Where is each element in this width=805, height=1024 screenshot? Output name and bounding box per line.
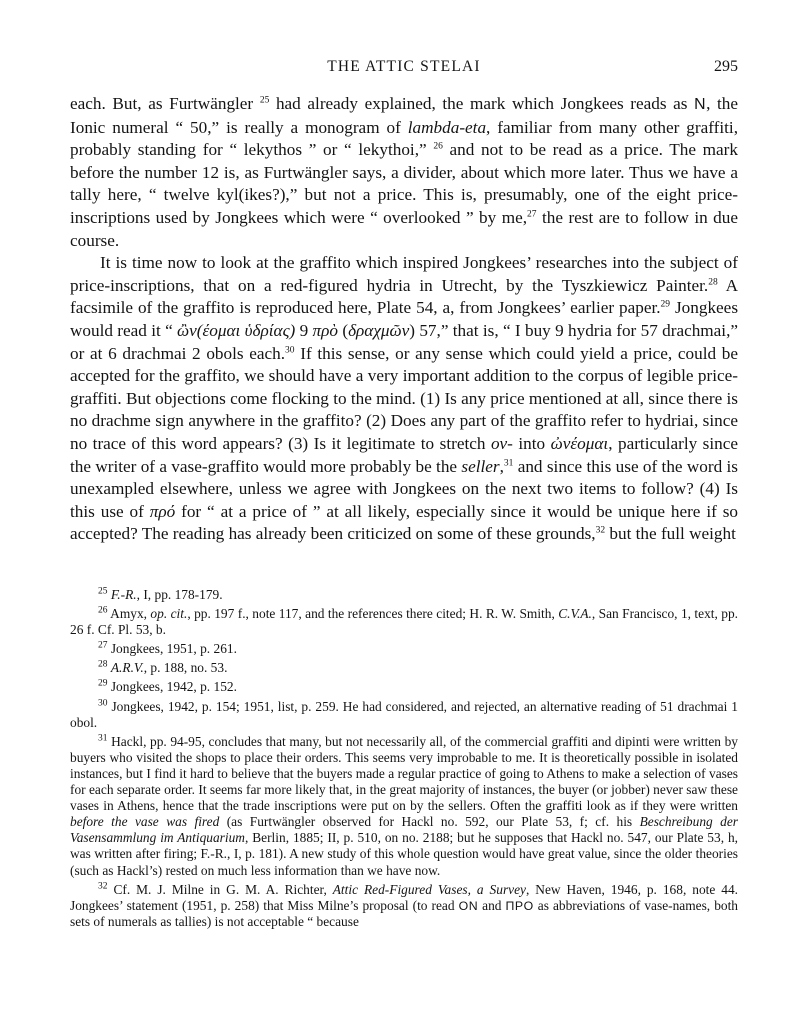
graffito-letters: ΠPO [505,898,534,913]
italic-text: op. cit. [150,606,188,622]
italic-text: before the vase was fired [70,814,220,830]
italic-text: Attic Red-Figured Vases, a Survey [332,881,526,897]
text-run: each. But, as Furtwängler [70,94,260,113]
text-run: for “ at a price of ” at all likely, especially since it would be unique here if so accepted? The reading has already been criticized on some of these grounds, [70,501,739,544]
text-run: , pp. 197 f., note 117, and the references there cited; H. R. W. Smith, [187,606,559,622]
text-run: but the full weight [605,524,736,544]
italic-text: Beschreibung der Vasensammlung im Antiquarium [70,814,739,846]
italic-text: ὢν(έομαι ὑδρίας) [177,320,296,340]
footnote-ref: 26 [98,605,108,616]
footnote [70,660,738,676]
text-run: Jongkees, 1951, p. 261. [107,641,237,657]
text-run: into [512,433,551,453]
text-run: , familiar from many other graffiti, probably standing for “ lekythos ” or “ lekythoi,” [70,117,739,160]
graffito-letters: N [694,96,707,113]
text-run: , p. 188, no. 53. [143,660,228,676]
text-run: Jongkees would read it “ [70,298,739,340]
footnote [70,606,738,638]
footnote [70,699,738,731]
footnote-ref: 27 [527,209,537,220]
footnote-ref: 30 [98,698,108,709]
footnote-ref: 31 [503,457,514,468]
text-run: as abbreviations of vase-names, both sets of numerals as tallies) is not acceptable “ because [70,897,739,929]
text-run: , particularly since the writer of a vase-graffito would more probably be the [70,433,738,476]
text-run: If this sense, or any sense which could yield a price, could be accepted for the graffito, we should have a very important addition to the corpus of legible price-graffiti. But objections come flocking to the mind. (1) Is any price mentioned at all, since there is no drachme sign anywhere in the graffito? (2) Does any part of the graffito refer to hydriai, since no trace of this word appears? (3) Is it legitimate to stretch [70,343,738,453]
footnote-ref: 26 [433,141,443,152]
text-run: and not to be read as a price. The mark before the number 12 is, as Furtwängler says, a divider, about which more later. Thus we have a tally here, “ twelve kyl(ikes?),” but not a price. This is, presumably, one of the eight price-inscriptions used by Jongkees which were “ overlooked ” by me, [70,140,738,227]
italic-text: A.R.V. [110,660,144,676]
text-run: Jongkees, 1942, p. 152. [107,679,237,695]
text-run: , New Haven, 1946, p. 168, note 44. Jongkees’ statement (1951, p. 258) that Miss Milne’s proposal (to read [70,881,738,913]
italic-text: δραχμῶν [348,320,410,340]
footnote-ref: 31 [98,733,108,744]
footnotes [70,587,738,933]
text-run: , [499,456,504,476]
footnote-ref: 32 [98,881,108,892]
footnote-ref: 27 [98,640,108,651]
text-run: ( [338,320,349,340]
italic-text: C.V.A. [558,606,592,622]
text-run: the rest are to follow in due course. [70,207,738,250]
text-run: ) 57,” that is, “ I buy 9 hydria for 57 drachmai,” or at 6 drachmai 2 obols each. [70,320,738,363]
text-run: Amyx, [107,606,151,622]
main-text [70,93,738,546]
footnote-ref: 25 [98,586,108,597]
text-run: (as Furtwängler observed for Hackl no. 592, our Plate 53, f; cf. his [219,814,640,830]
footnote-ref: 30 [285,344,295,355]
italic-text: ον- [490,433,513,453]
text-run: and since this use of the word is unexampled elsewhere, unless we agree with Jongkees on the next two items to follow? (4) Is this use of [70,456,738,521]
running-title: THE ATTIC STELAI [327,58,481,75]
italic-text: seller [461,456,500,476]
text-run: had already explained, the mark which Jongkees reads as [269,94,695,113]
text-run: Cf. M. J. Milne in G. M. A. Richter, [107,881,333,897]
italic-text: πρὸ [312,320,338,340]
text-run: , the Ionic numeral “ 50,” is really a monogram of [70,94,739,137]
italic-text: ὠνέομαι [550,433,609,453]
italic-text: πρό [149,501,176,521]
footnote-ref: 29 [660,299,671,310]
footnote [70,679,738,695]
footnote-ref: 28 [708,277,718,288]
text-run: , San Francisco, 1, text, pp. 26 f. Cf. Pl. 53, b. [70,606,738,638]
footnote [70,882,738,930]
footnote [70,734,738,879]
footnote-ref: 32 [595,525,606,536]
text-run: Hackl, pp. 94-95, concludes that many, but not necessarily all, of the commercial graffiti and dipinti were written by buyers who visited the shops to place their orders. This seems very improbable to me. It is theoretically possible in isolated instances, but I find it hard to believe that the buyers made a regular practice of going to Athens to make a selection of vases for each separate order. It seems far more likely that, in the great majority of instances, the buyer (or jobber) never saw these vases in Athens, hence that the trade inscriptions were put on by the sellers. Often the graffiti look as if they were written [70,733,738,814]
italic-text: F.-R. [110,587,137,602]
footnote [70,641,738,657]
paragraph [70,93,738,252]
text-run: It is time now to look at the graffito which inspired Jongkees’ researches into the subject of price-inscriptions, that on a red-figured hydria in Utrecht, by the Tyszkiewicz Painter. [70,253,738,295]
footnote [70,587,738,603]
page-header [70,58,738,80]
text-run: , Berlin, 1885; II, p. 510, on no. 2188; but he supposes that Hackl no. 547, our Plate 53, h, was written after firing; F.-R., I, p. 181). A new study of this whole question would have great value, since the older theories (such as Hackl’s) rested on much less information than we have now. [70,830,738,878]
text-run: Jongkees, 1942, p. 154; 1951, list, p. 259. He had considered, and rejected, an alternative reading of 51 drachmai 1 obol. [70,698,738,730]
paragraph [70,252,738,546]
text-run: , I, pp. 178-179. [136,587,223,602]
footnote-ref: 28 [98,659,108,670]
graffito-letters: ON [458,898,479,913]
page-number: 295 [714,58,738,75]
footnote-ref: 25 [259,95,270,106]
text-run: A facsimile of the graffito is reproduced here, Plate 54, a, from Jongkees’ earlier paper. [70,275,738,318]
footnote-ref: 29 [98,679,108,689]
text-run: and [478,897,506,913]
italic-text: lambda-eta [407,117,487,137]
text-run: 9 [295,320,313,340]
